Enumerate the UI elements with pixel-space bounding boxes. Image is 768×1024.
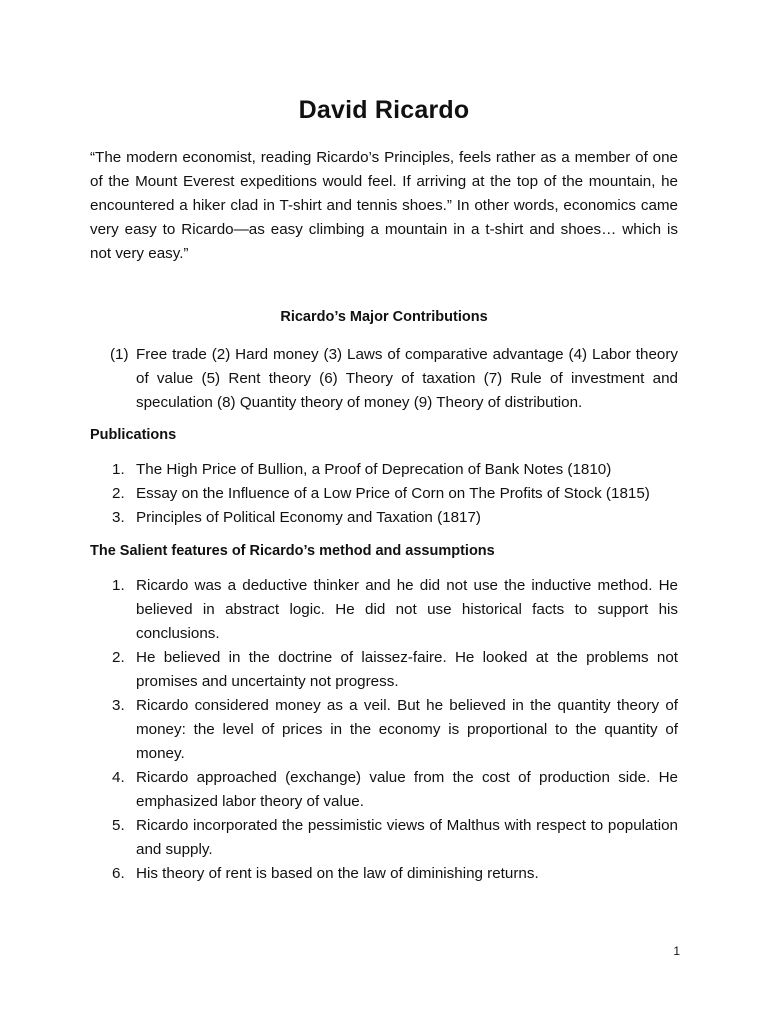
publications-list [112, 458, 678, 530]
list-item-text: The High Price of Bullion, a Proof of Deprecation of Bank Notes (1810) [136, 461, 612, 478]
list-item-text: Principles of Political Economy and Taxation (1817) [136, 509, 481, 526]
list-item [112, 574, 678, 646]
list-item [112, 862, 678, 886]
list-item [112, 814, 678, 862]
opening-quote: “The modern economist, reading Ricardo’s Principles, feels rather as a member of one of the Mount Everest expeditions would feel. If arriving at the top of the mountain, he encountered a hiker clad in T-shirt and tennis shoes.” In other words, economics came very easy to Ricardo—as easy climbing a mountain in a t-shirt and shoes… which is not very easy.” [90, 149, 678, 262]
list-item-text: He believed in the doctrine of laissez-faire. He looked at the problems not promises and uncertainty not progress. [136, 649, 678, 690]
contributions-text: Free trade (2) Hard money (3) Laws of comparative advantage (4) Labor theory of value (5) Rent theory (6) Theory of taxation (7) Rule of investment and speculation (8) Quantity theory of money (9) Theory of distribution. [136, 346, 678, 411]
page-number: 1 [673, 944, 680, 958]
list-item-number: 6. [112, 865, 125, 882]
list-item-number: 3. [112, 509, 125, 526]
page-title: David Ricardo [298, 96, 470, 124]
list-item [112, 766, 678, 814]
list-item-text: Essay on the Influence of a Low Price of Corn on The Profits of Stock (1815) [136, 485, 650, 502]
list-item-number: 2. [112, 649, 125, 666]
list-item [112, 694, 678, 766]
list-item-text: Ricardo was a deductive thinker and he did not use the inductive method. He believed in abstract logic. He did not use historical facts to support his conclusions. [136, 577, 678, 642]
contributions-paragraph [112, 343, 678, 415]
features-heading: The Salient features of Ricardo’s method and assumptions [90, 543, 495, 559]
publications-heading: Publications [90, 427, 177, 443]
list-item-number: 1. [112, 461, 125, 478]
list-item-text: His theory of rent is based on the law of diminishing returns. [136, 865, 539, 882]
features-list [112, 574, 678, 886]
contributions-heading: Ricardo’s Major Contributions [280, 309, 488, 325]
list-item-number: 2. [112, 485, 125, 502]
list-item [112, 646, 678, 694]
list-item-number: 5. [112, 817, 125, 834]
list-item-text: Ricardo incorporated the pessimistic views of Malthus with respect to population and supply. [136, 817, 678, 858]
contributions-number: (1) [110, 346, 129, 363]
list-item-text: Ricardo considered money as a veil. But he believed in the quantity theory of money: the level of prices in the economy is proportional to the quantity of money. [136, 697, 678, 762]
list-item-number: 3. [112, 697, 125, 714]
list-item [112, 458, 678, 482]
list-item-number: 1. [112, 577, 125, 594]
list-item-text: Ricardo approached (exchange) value from the cost of production side. He emphasized labor theory of value. [136, 769, 678, 810]
list-item-number: 4. [112, 769, 125, 786]
list-item [112, 506, 678, 530]
list-item [112, 482, 678, 506]
